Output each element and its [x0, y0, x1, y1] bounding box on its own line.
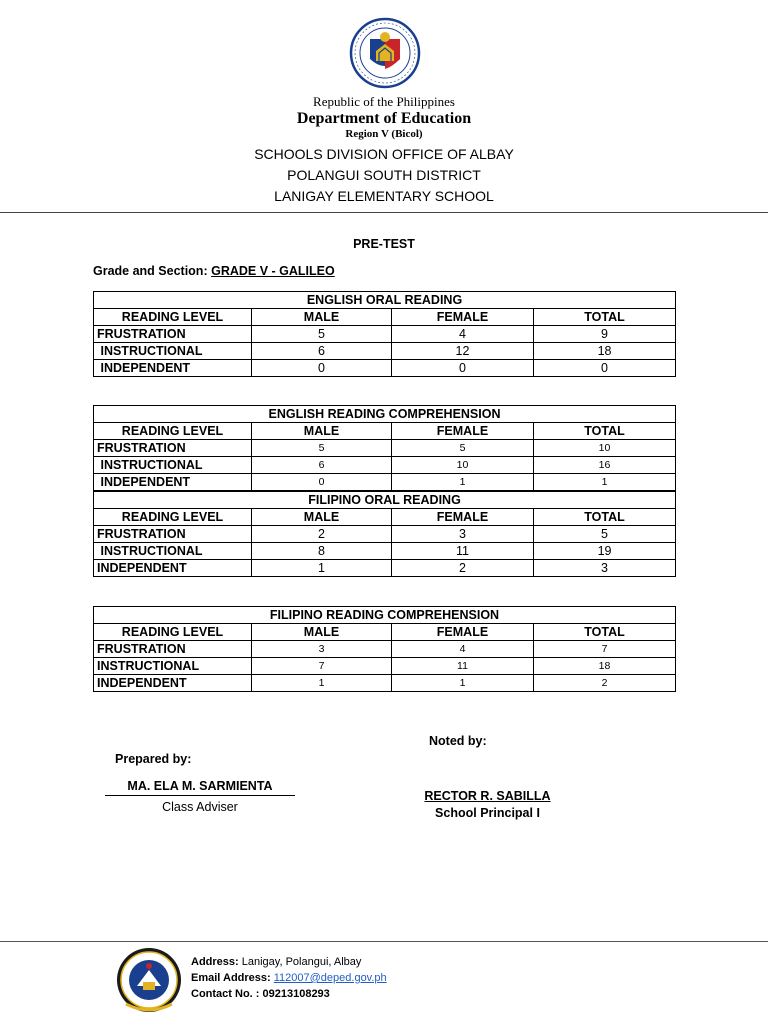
contact-value: 09213108293 — [262, 988, 330, 1000]
table-title: ENGLISH ORAL READING — [94, 292, 676, 309]
school-line: LANIGAY ELEMENTARY SCHOOL — [274, 188, 494, 204]
table-row: INDEPENDENT 0 1 1 — [94, 474, 676, 492]
school-logo-icon — [112, 946, 186, 1014]
table-row: INSTRUCTIONAL 8 11 19 — [94, 543, 676, 560]
republic-line: Republic of the Philippines — [313, 94, 455, 109]
noted-by-title: School Principal I — [435, 806, 540, 820]
deped-seal-icon — [348, 17, 422, 89]
table-title: ENGLISH READING COMPREHENSION — [94, 406, 676, 423]
col-header: READING LEVEL — [94, 624, 252, 641]
table-row: INDEPENDENT 0 0 0 — [94, 360, 676, 377]
grade-value: GRADE V - GALILEO — [211, 264, 335, 278]
region-line: Region V (Bicol) — [345, 128, 423, 140]
prepared-by-name: MA. ELA M. SARMIENTA — [105, 779, 295, 796]
email-link[interactable]: 112007@deped.gov.ph — [273, 972, 387, 984]
filipino-comp-table — [93, 606, 676, 692]
header-divider — [0, 212, 768, 213]
table-row: INSTRUCTIONAL 6 12 18 — [94, 343, 676, 360]
col-header: FEMALE — [392, 423, 534, 440]
table-row: INDEPENDENT 1 2 3 — [94, 560, 676, 577]
footer-divider — [0, 941, 768, 942]
table-row: INSTRUCTIONAL 6 10 16 — [94, 457, 676, 474]
col-header: FEMALE — [392, 509, 534, 526]
col-header: MALE — [252, 509, 392, 526]
department-line: Department of Education — [296, 110, 472, 127]
english-oral-table — [93, 291, 676, 377]
footer-email — [191, 972, 387, 984]
col-header: TOTAL — [534, 423, 676, 440]
table-row: FRUSTRATION 2 3 5 — [94, 526, 676, 543]
contact-label: Contact No. : — [191, 988, 263, 1000]
table-title: FILIPINO READING COMPREHENSION — [94, 607, 676, 624]
footer-contact — [191, 988, 330, 1000]
footer-address — [191, 956, 361, 968]
col-header: TOTAL — [534, 624, 676, 641]
table-row: FRUSTRATION 5 5 10 — [94, 440, 676, 457]
doc-title: PRE-TEST — [353, 237, 415, 251]
prepared-by-title: Class Adviser — [162, 800, 238, 814]
col-header: MALE — [252, 423, 392, 440]
address-label: Address: — [191, 956, 239, 968]
address-value: Lanigay, Polangui, Albay — [238, 956, 362, 968]
col-header: MALE — [252, 624, 392, 641]
english-comp-filipino-oral-table — [93, 405, 676, 577]
col-header: READING LEVEL — [94, 423, 252, 440]
col-header: TOTAL — [534, 309, 676, 326]
col-header: READING LEVEL — [94, 509, 252, 526]
table-row: INSTRUCTIONAL 7 11 18 — [94, 658, 676, 675]
noted-by-label: Noted by: — [429, 734, 487, 748]
table-row: INDEPENDENT 1 1 2 — [94, 675, 676, 692]
prepared-by-label: Prepared by: — [115, 752, 192, 766]
col-header: READING LEVEL — [94, 309, 252, 326]
email-label: Email Address: — [191, 972, 271, 984]
col-header: MALE — [252, 309, 392, 326]
table-row: FRUSTRATION 3 4 7 — [94, 641, 676, 658]
division-line: SCHOOLS DIVISION OFFICE OF ALBAY — [254, 146, 514, 162]
grade-label: Grade and Section: — [93, 264, 212, 278]
table-title: FILIPINO ORAL READING — [94, 491, 676, 509]
col-header: FEMALE — [392, 309, 534, 326]
table-row: FRUSTRATION 5 4 9 — [94, 326, 676, 343]
col-header: TOTAL — [534, 509, 676, 526]
col-header: FEMALE — [392, 624, 534, 641]
grade-section — [93, 264, 335, 278]
noted-by-name: RECTOR R. SABILLA — [424, 789, 551, 803]
district-line: POLANGUI SOUTH DISTRICT — [287, 167, 481, 183]
